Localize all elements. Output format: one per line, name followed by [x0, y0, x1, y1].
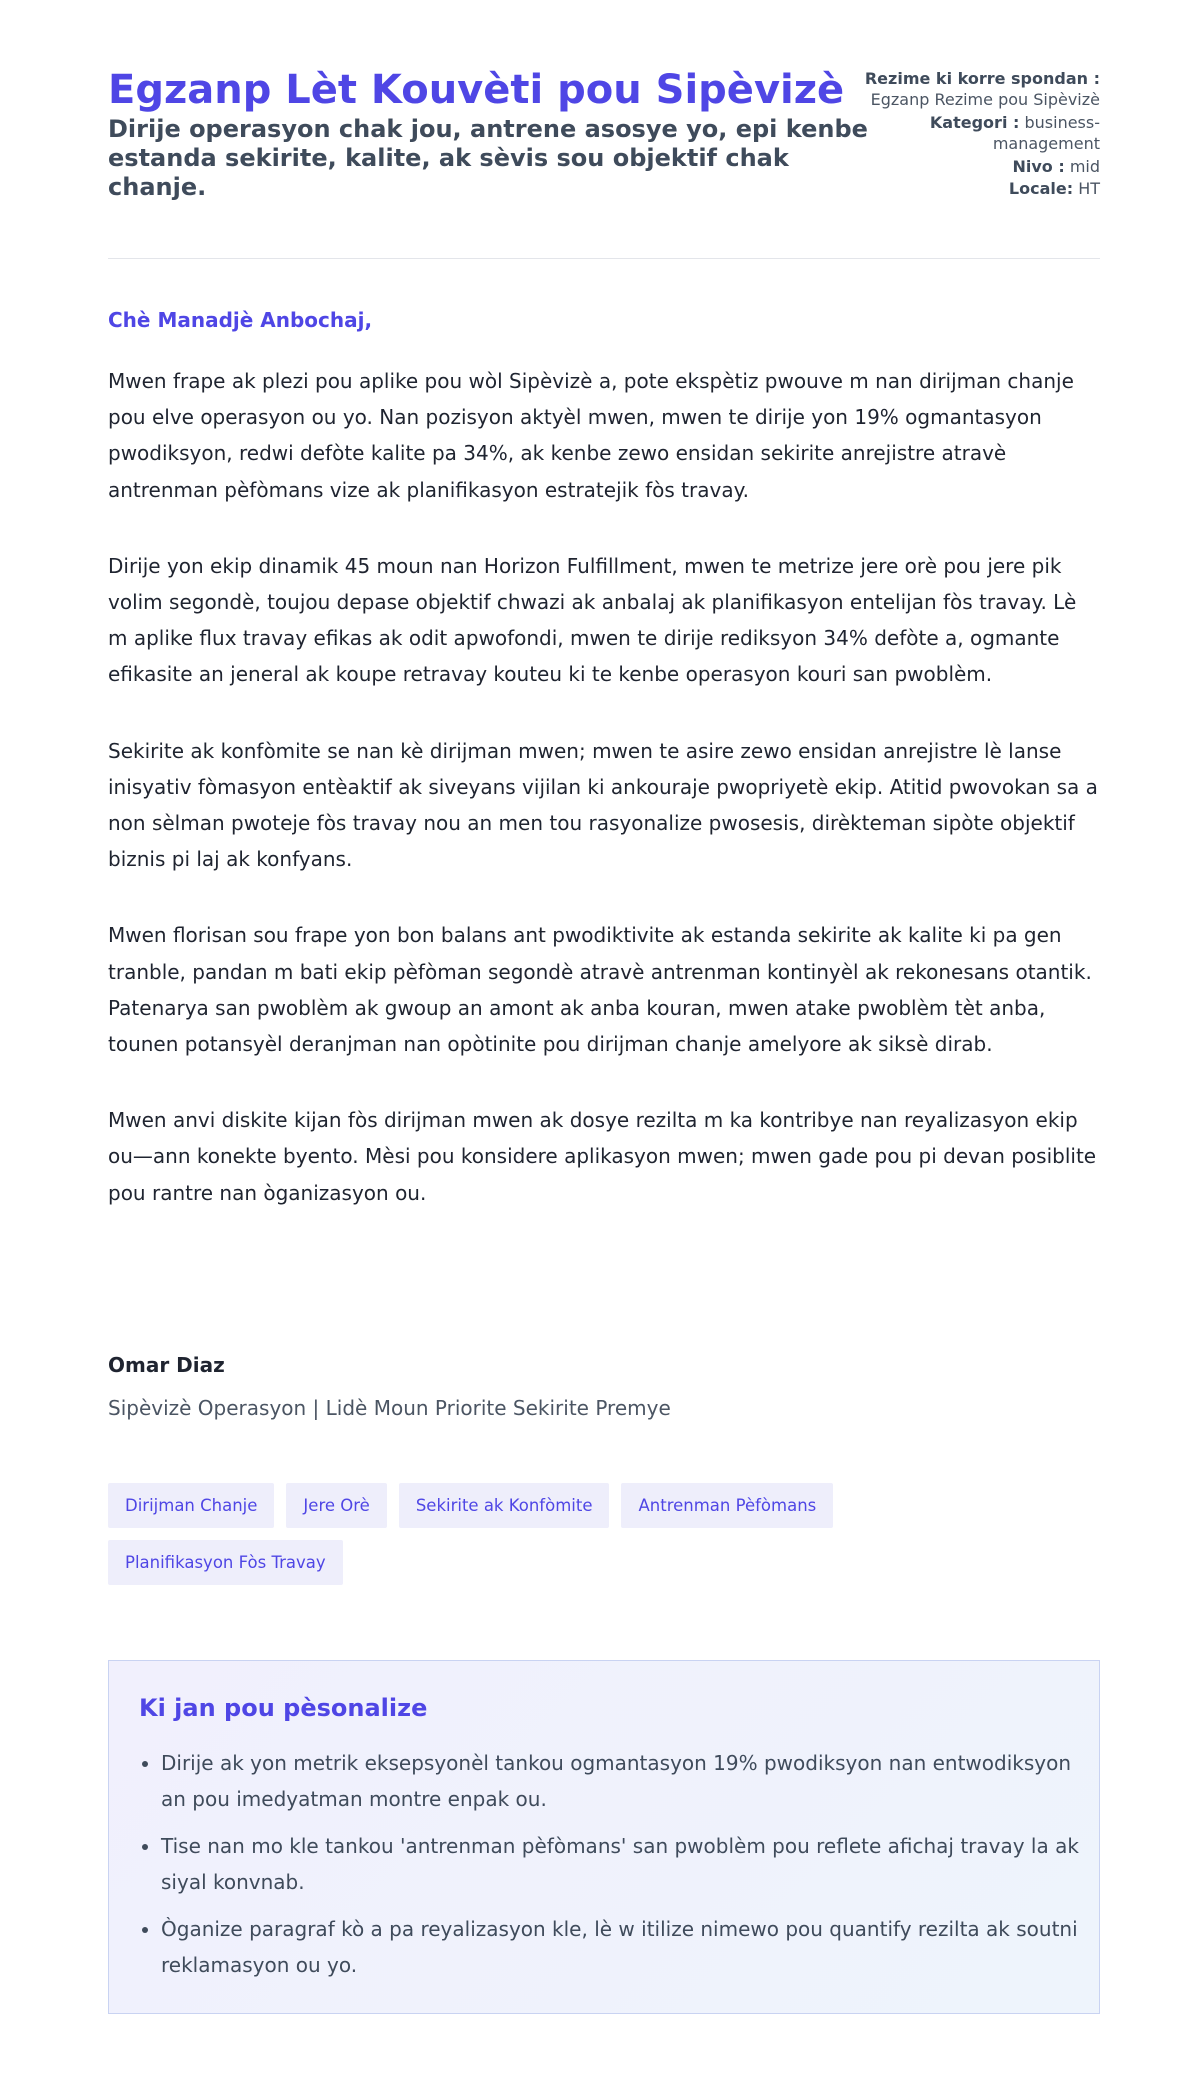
- signature-name: Omar Diaz: [108, 1353, 225, 1377]
- tips-list: [135, 1746, 1081, 1995]
- tips-list-item: • Tise nan mo kle tankou 'antrenman pèfòmans' san pwoblèm pou reflete afichaj travay la ak siyal konvnab.: [161, 1829, 1081, 1900]
- letter-paragraph: Sekirite ak konfòmite se nan kè dirijman mwen; mwen te asire zewo ensidan anrejistre lè lanse inisyativ fòmasyon entèaktif ak siveyans vijilan ki ankouraje pwopriyetè ekip. Atitid pwovokan sa a non sèlman pwoteje fòs travay nou an men tou rasyonalize pwosesis, dirèkteman sipòte objektif biznis pi laj ak konfyans.: [108, 738, 1098, 872]
- letter-body: [108, 363, 1100, 1251]
- skill-tag: Dirijman Chanje: [108, 1483, 274, 1528]
- skill-tag: Antrenman Pèfòmans: [621, 1483, 833, 1528]
- letter-paragraph: Mwen anvi diskite kijan fòs dirijman mwen ak dosye rezilta m ka kontribye nan reyalizasyon ekip ou—ann konekte byento. Mèsi pou konsidere aplikasyon mwen; mwen gade pou pi devan posiblite pou rantre nan òganizasyon ou.: [108, 1108, 1097, 1205]
- skill-tag: Planifikasyon Fòs Travay: [108, 1540, 343, 1585]
- letter-salutation: Chè Manadjè Anbochaj,: [108, 308, 373, 332]
- letter-paragraph: Mwen frape ak plezi pou aplike pou wòl Sipèvizè a, pote ekspètiz pwouve m nan dirijman chanje pou elve operasyon ou yo. Nan pozisyon aktyèl mwen, mwen te dirije yon 19% ogmantasyon pwodiksyon, redwi defòte kalite pa 34%, ak kenbe zewo ensidan sekirite anrejistre atravè antrenman pèfòmans vize ak planifikasyon estratejik fòs travay.: [108, 369, 1074, 502]
- meta-label: Nivo :: [1012, 157, 1065, 176]
- meta-value: Egzanp Rezime pou Sipèvizè: [870, 90, 1100, 109]
- skill-tags: [108, 1483, 988, 1585]
- tips-list-item: • Dirije ak yon metrik eksepsyonèl tankou ogmantasyon 19% pwodiksyon nan entwodiksyon an pou imedyatman montre enpak ou.: [161, 1746, 1081, 1817]
- letter-paragraph: Mwen florisan sou frape yon bon balans ant pwodiktivite ak estanda sekirite ak kalite ki pa gen tranble, pandan m bati ekip pèfòman segondè atravè antrenman kontinyèl ak rekonesans otantik. Patenarya san pwoblèm ak gwoup an amont ak anba kouran, mwen atake pwoblèm tèt anba, tounen potansyèl deranjman nan opòtinite pou dirijman chanje amelyore ak siksè dirab.: [108, 923, 1092, 1057]
- letter-paragraph: Dirije yon ekip dinamik 45 moun nan Horizon Fulfillment, mwen te metrize jere orè pou jere pik volim segondè, toujou depase objektif chwazi ak anbalaj ak planifikasyon entelijan fòs travay. Lè m aplike flux travay efikas ak odit apwofondi, mwen te dirije rediksyon 34% defòte a, ogmante efikasite an jeneral ak koupe retravay kouteu ki te kenbe operasyon kouri san pwoblèm.: [108, 553, 1077, 687]
- meta-level: [860, 156, 1100, 177]
- tips-title: Ki jan pou pèsonalize: [139, 1694, 428, 1722]
- signature-title: Sipèvizè Operasyon | Lidè Moun Priorite Sekirite Premye: [108, 1396, 671, 1420]
- meta-label: Kategori :: [929, 113, 1020, 132]
- meta-label: Rezime ki korre spondan :: [864, 69, 1100, 88]
- meta-locale: [860, 178, 1100, 199]
- meta-value: business-management: [992, 113, 1100, 153]
- meta-value: mid: [1069, 157, 1100, 176]
- page-title: Egzanp Lèt Kouvèti pou Sipèvizè: [108, 67, 845, 113]
- page-header: [108, 62, 1100, 259]
- metadata-panel: [860, 68, 1100, 201]
- skill-tag: Sekirite ak Konfòmite: [399, 1483, 610, 1528]
- customization-tips-box: [108, 1660, 1100, 2014]
- meta-label: Locale:: [1008, 179, 1074, 198]
- meta-category: [860, 112, 1100, 154]
- tips-list-item: • Òganize paragraf kò a pa reyalizasyon kle, lè w itilize nimewo pou quantify rezilta ak soutni reklamasyon ou yo.: [161, 1912, 1081, 1983]
- skill-tag: Jere Orè: [286, 1483, 386, 1528]
- meta-value: HT: [1078, 179, 1100, 198]
- page-subtitle: Dirije operasyon chak jou, antrene asosye yo, epi kenbe estanda sekirite, kalite, ak sèvis sou objektif chak chanje.: [108, 115, 868, 201]
- meta-resume: [860, 68, 1100, 110]
